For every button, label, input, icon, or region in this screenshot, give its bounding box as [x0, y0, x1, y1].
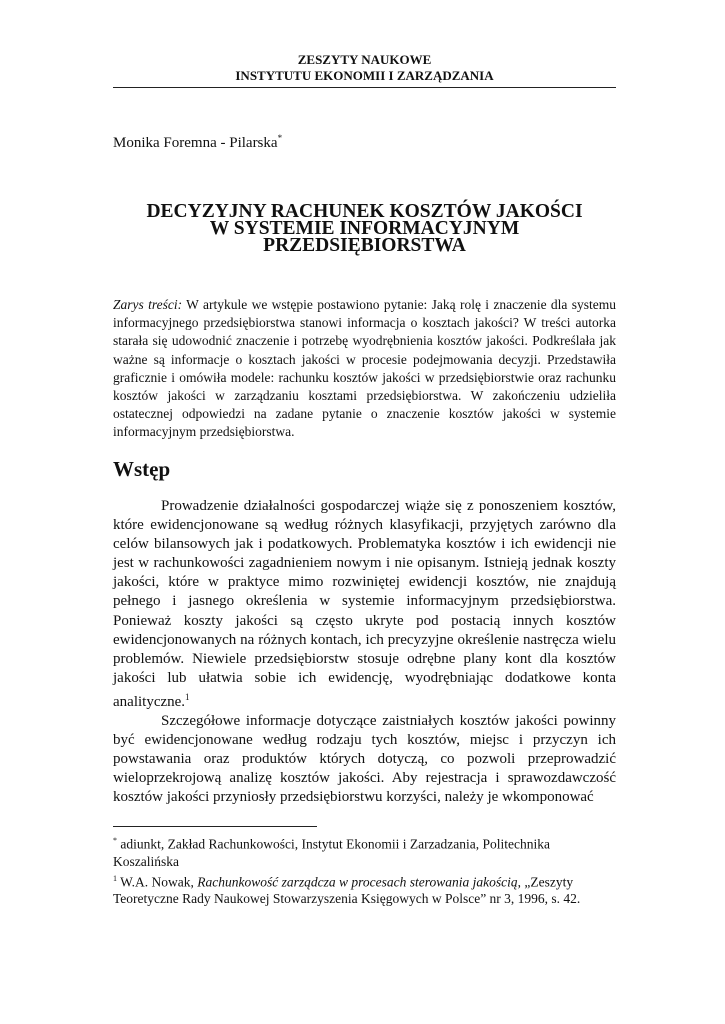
paper-title-line3: PRZEDSIĘBIORSTWA	[263, 235, 466, 256]
paper-title-line2: W SYSTEMIE INFORMACYJNYM	[209, 218, 520, 239]
author-footnote-mark: *	[277, 133, 283, 143]
footnote-author-text: adiunkt, Zakład Rachunkowości, Instytut Ekonomii i Zarzadzania, Politechnika Koszalińska	[113, 836, 551, 869]
footnote-1	[113, 870, 616, 908]
footnote-ref-1: 1	[185, 691, 190, 702]
journal-header-line2: INSTYTUTU EKONOMII I ZARZĄDZANIA	[235, 68, 494, 83]
footnote-author-mark: *	[113, 836, 117, 845]
abstract-label: Zarys treści:	[113, 297, 183, 312]
body-paragraph-1-text: Prowadzenie działalności gospodarczej wiąże się z ponoszeniem kosztów, które ewidencjonowane są według różnych klasyfikacji, przyjętych zarówno dla celów bilansowych jak i podatkowych. Problematyka kosztów i ich ewidencji nie jest w rachunkowości zagadnieniem nowym i nie opisanym. Istnieją jednak koszty jakości, które w praktyce mimo rozwiniętej ewidencji kosztów, nie znajdują pełnego i jasnego określenia w systemie informacyjnym przedsiębiorstwa. Ponieważ koszty jakości są często ukryte pod postacią innych kosztów ewidencjonowanych na różnych kontach, ich precyzyjne określenie nastręcza wielu problemów. Niewiele przedsiębiorstw stosuje odrębne plany kont dla kosztów jakości lub ułatwia sobie ich ewidencję, wyodrębniając dodatkowe konta analityczne.	[113, 498, 616, 710]
body-text	[113, 497, 616, 808]
footnote-1-post: , „Zeszyty Teoretyczne Rady Naukowej Stowarzyszenia Księgowych w Polsce” nr 3, 1996, s. 42.	[113, 874, 581, 906]
journal-header	[113, 52, 616, 88]
paper-title	[113, 203, 616, 254]
section-heading: Wstęp	[113, 457, 171, 481]
footnote-1-pre: W.A. Nowak,	[117, 874, 198, 889]
abstract-text: W artykule we wstępie postawiono pytanie: Jaką rolę i znaczenie dla systemu informacyjnego przedsiębiorstwa stanowi informacja o kosztach jakości? W treści autorka starała się udowodnić znaczenie i potrzebę wyodrębnienia kosztów jakości. Podkreślała jak ważne są informacje o kosztach jakości w procesie podejmowania decyzji. Przedstawiła graficznie i omówiła modele: rachunku kosztów jakości w przedsiębiorstwie oraz rachunku kosztów jakości w zarządzaniu kosztami przedsiębiorstwa. W zakończeniu udzieliła ostatecznej odpowiedzi na zadane pytanie o znaczenie kosztów jakości w systemie informacyjnym przedsiębiorstwa.	[113, 297, 617, 440]
footnote-1-mark: 1	[113, 873, 117, 883]
author-name-text: Monika Foremna - Pilarska	[113, 135, 278, 151]
footnote-divider	[113, 826, 317, 827]
footnote-author	[113, 832, 616, 870]
body-paragraph-1	[113, 497, 616, 712]
footnotes	[113, 832, 616, 907]
footnote-1-title: Rachunkowość zarządcza w procesach sterowania jakością	[197, 874, 518, 889]
author-name	[113, 133, 282, 152]
body-paragraph-2: Szczegółowe informacje dotyczące zaistniałych kosztów jakości powinny być ewidencjonowane według rodzaju tych kosztów, miejsc i przyczyn ich powstawania oraz produktów których dotyczą, co pozwoli przeprowadzić wieloprzekrojową analizę kosztów jakości. Aby rejestracja i sprawozdawczość kosztów jakości przyniosły przedsiębiorstwu korzyści, należy je wkomponować	[113, 713, 616, 806]
paper-title-line1: DECYZYJNY RACHUNEK KOSZTÓW JAKOŚCI	[146, 201, 583, 222]
journal-header-line1: ZESZYTY NAUKOWE	[297, 52, 432, 67]
abstract	[113, 296, 616, 442]
